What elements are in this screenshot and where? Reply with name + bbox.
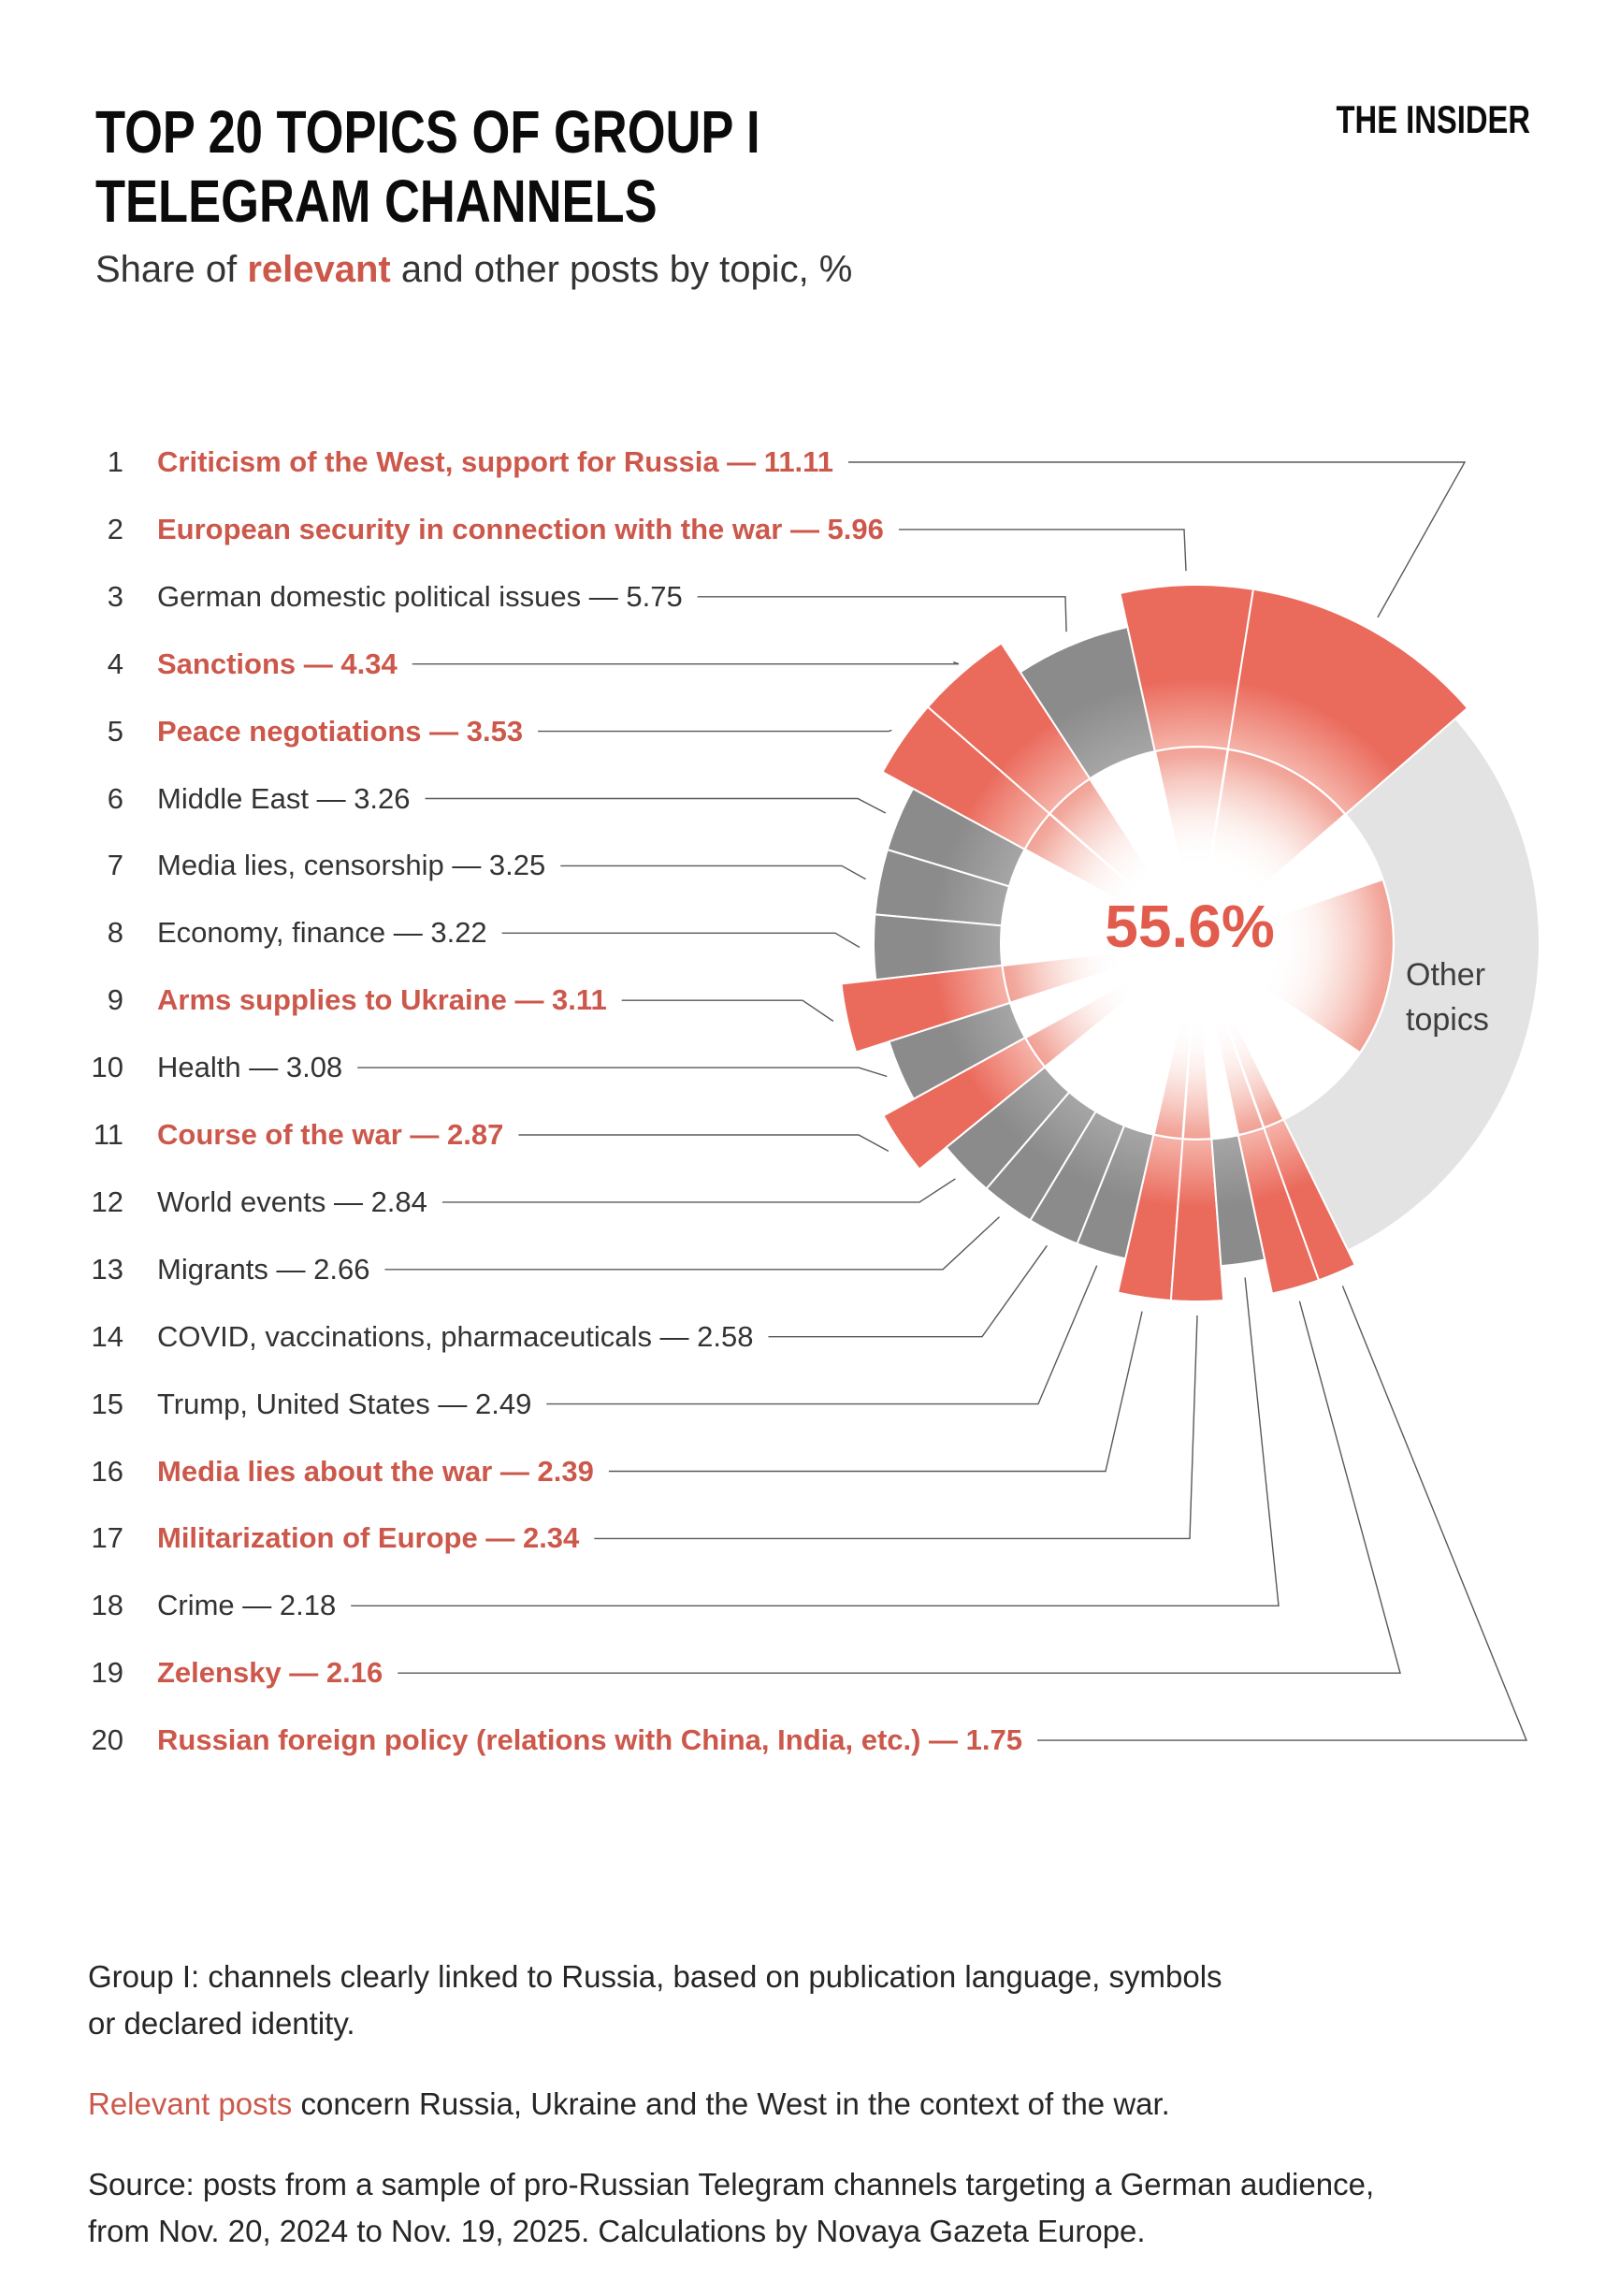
other-topics-label-line2: topics [1406,1002,1489,1038]
topic-row-20 [0,1722,1023,1756]
topic-label: German domestic political issues — 5.75 [157,579,683,613]
topic-label: Economy, finance — 3.22 [157,916,487,950]
subtitle-suffix: and other posts by topic, % [390,249,853,290]
footnote-source [88,2161,1374,2255]
topic-rank: 19 [91,1656,123,1690]
footnote-relevant-label: Relevant posts [88,2086,293,2121]
footnote-group-definition [88,1954,1222,2047]
topic-rank: 7 [107,849,123,882]
topic-row-19 [0,1656,383,1690]
topic-rank: 8 [107,916,123,950]
topic-row-15 [0,1387,532,1420]
topic-label: Sanctions — 4.34 [157,647,398,680]
topic-row-7 [0,849,546,882]
center-value-label: 55.6% [1105,893,1275,960]
topic-label: Russian foreign policy (relations with China, India, etc.) — 1.75 [157,1722,1023,1756]
topic-label: COVID, vaccinations, pharmaceuticals — 2.58 [157,1319,754,1353]
topic-label: Media lies, censorship — 3.25 [157,849,546,882]
topic-row-9 [0,983,607,1017]
topic-row-17 [0,1521,580,1555]
topic-rank: 1 [107,444,123,478]
topic-label: Health — 3.08 [157,1050,343,1083]
page-title-line1: TOP 20 TOPICS OF GROUP I [95,98,760,166]
topic-rank: 14 [91,1319,123,1353]
topic-row-4 [0,649,398,678]
topic-label: Middle East — 3.26 [157,781,411,815]
topic-label: Criticism of the West, support for Russia — 11.11 [157,444,833,478]
topic-label: Course of the war — 2.87 [157,1117,504,1151]
topic-rank: 11 [93,1117,123,1151]
topic-label: Arms supplies to Ukraine — 3.11 [157,983,607,1017]
topic-row-14 [0,1319,754,1353]
the-insider-logo: THE INSIDER [1336,97,1530,141]
topic-row-10 [0,1050,343,1083]
topic-label: Media lies about the war — 2.39 [157,1454,594,1488]
topic-rank: 2 [107,512,123,545]
topic-label: Crime — 2.18 [157,1589,337,1622]
footnote-group-line1: Group I: channels clearly linked to Russia, based on publication language, symbols [88,1959,1222,1994]
footnote-source-line2: from Nov. 20, 2024 to Nov. 19, 2025. Calculations by Novaya Gazeta Europe. [88,2214,1146,2248]
topic-label: Peace negotiations — 3.53 [157,714,524,748]
topic-row-8 [0,916,487,950]
topic-row-3 [0,579,683,613]
topic-rank: 9 [107,983,123,1017]
topic-row-2 [0,512,884,545]
topic-rank: 10 [91,1050,123,1083]
topic-rank: 20 [91,1722,123,1756]
topic-label: Trump, United States — 2.49 [157,1387,532,1420]
topic-row-11 [0,1117,504,1151]
topic-rank: 6 [107,781,123,815]
topic-label: European security in connection with the war — 5.96 [157,512,884,545]
topic-rank: 17 [91,1521,123,1555]
topic-rank: 12 [91,1184,123,1218]
other-topics-label-line1: Other [1406,957,1486,993]
footnote-source-line1: Source: posts from a sample of pro-Russian Telegram channels targeting a German audience, [88,2167,1375,2202]
topic-row-13 [0,1252,370,1286]
topic-label: Migrants — 2.66 [157,1252,370,1286]
topic-rank: 5 [107,714,123,748]
footnote-relevant-text: concern Russia, Ukraine and the West in the context of the war. [292,2086,1170,2121]
topic-rank: 13 [91,1252,123,1286]
page-title-line2: TELEGRAM CHANNELS [95,167,658,235]
topic-row-16 [0,1454,594,1488]
topic-rank: 3 [107,579,123,613]
topic-label: Militarization of Europe — 2.34 [157,1521,580,1555]
subtitle-highlight: relevant [247,249,391,290]
topic-row-6 [0,781,411,815]
topic-rank: 16 [91,1454,123,1488]
topic-rank: 4 [107,647,123,680]
topic-row-12 [0,1184,427,1218]
topic-row-18 [0,1591,336,1620]
subtitle-prefix: Share of [95,249,248,290]
topic-label: Zelensky — 2.16 [157,1656,383,1690]
topic-rank: 18 [91,1589,123,1622]
footnote-group-line2: or declared identity. [88,2006,355,2041]
topic-row-1 [0,444,833,478]
topic-rank: 15 [91,1387,123,1420]
footnote-relevant-definition [88,2081,1170,2128]
topic-row-5 [0,714,524,748]
topic-label: World events — 2.84 [157,1184,427,1218]
